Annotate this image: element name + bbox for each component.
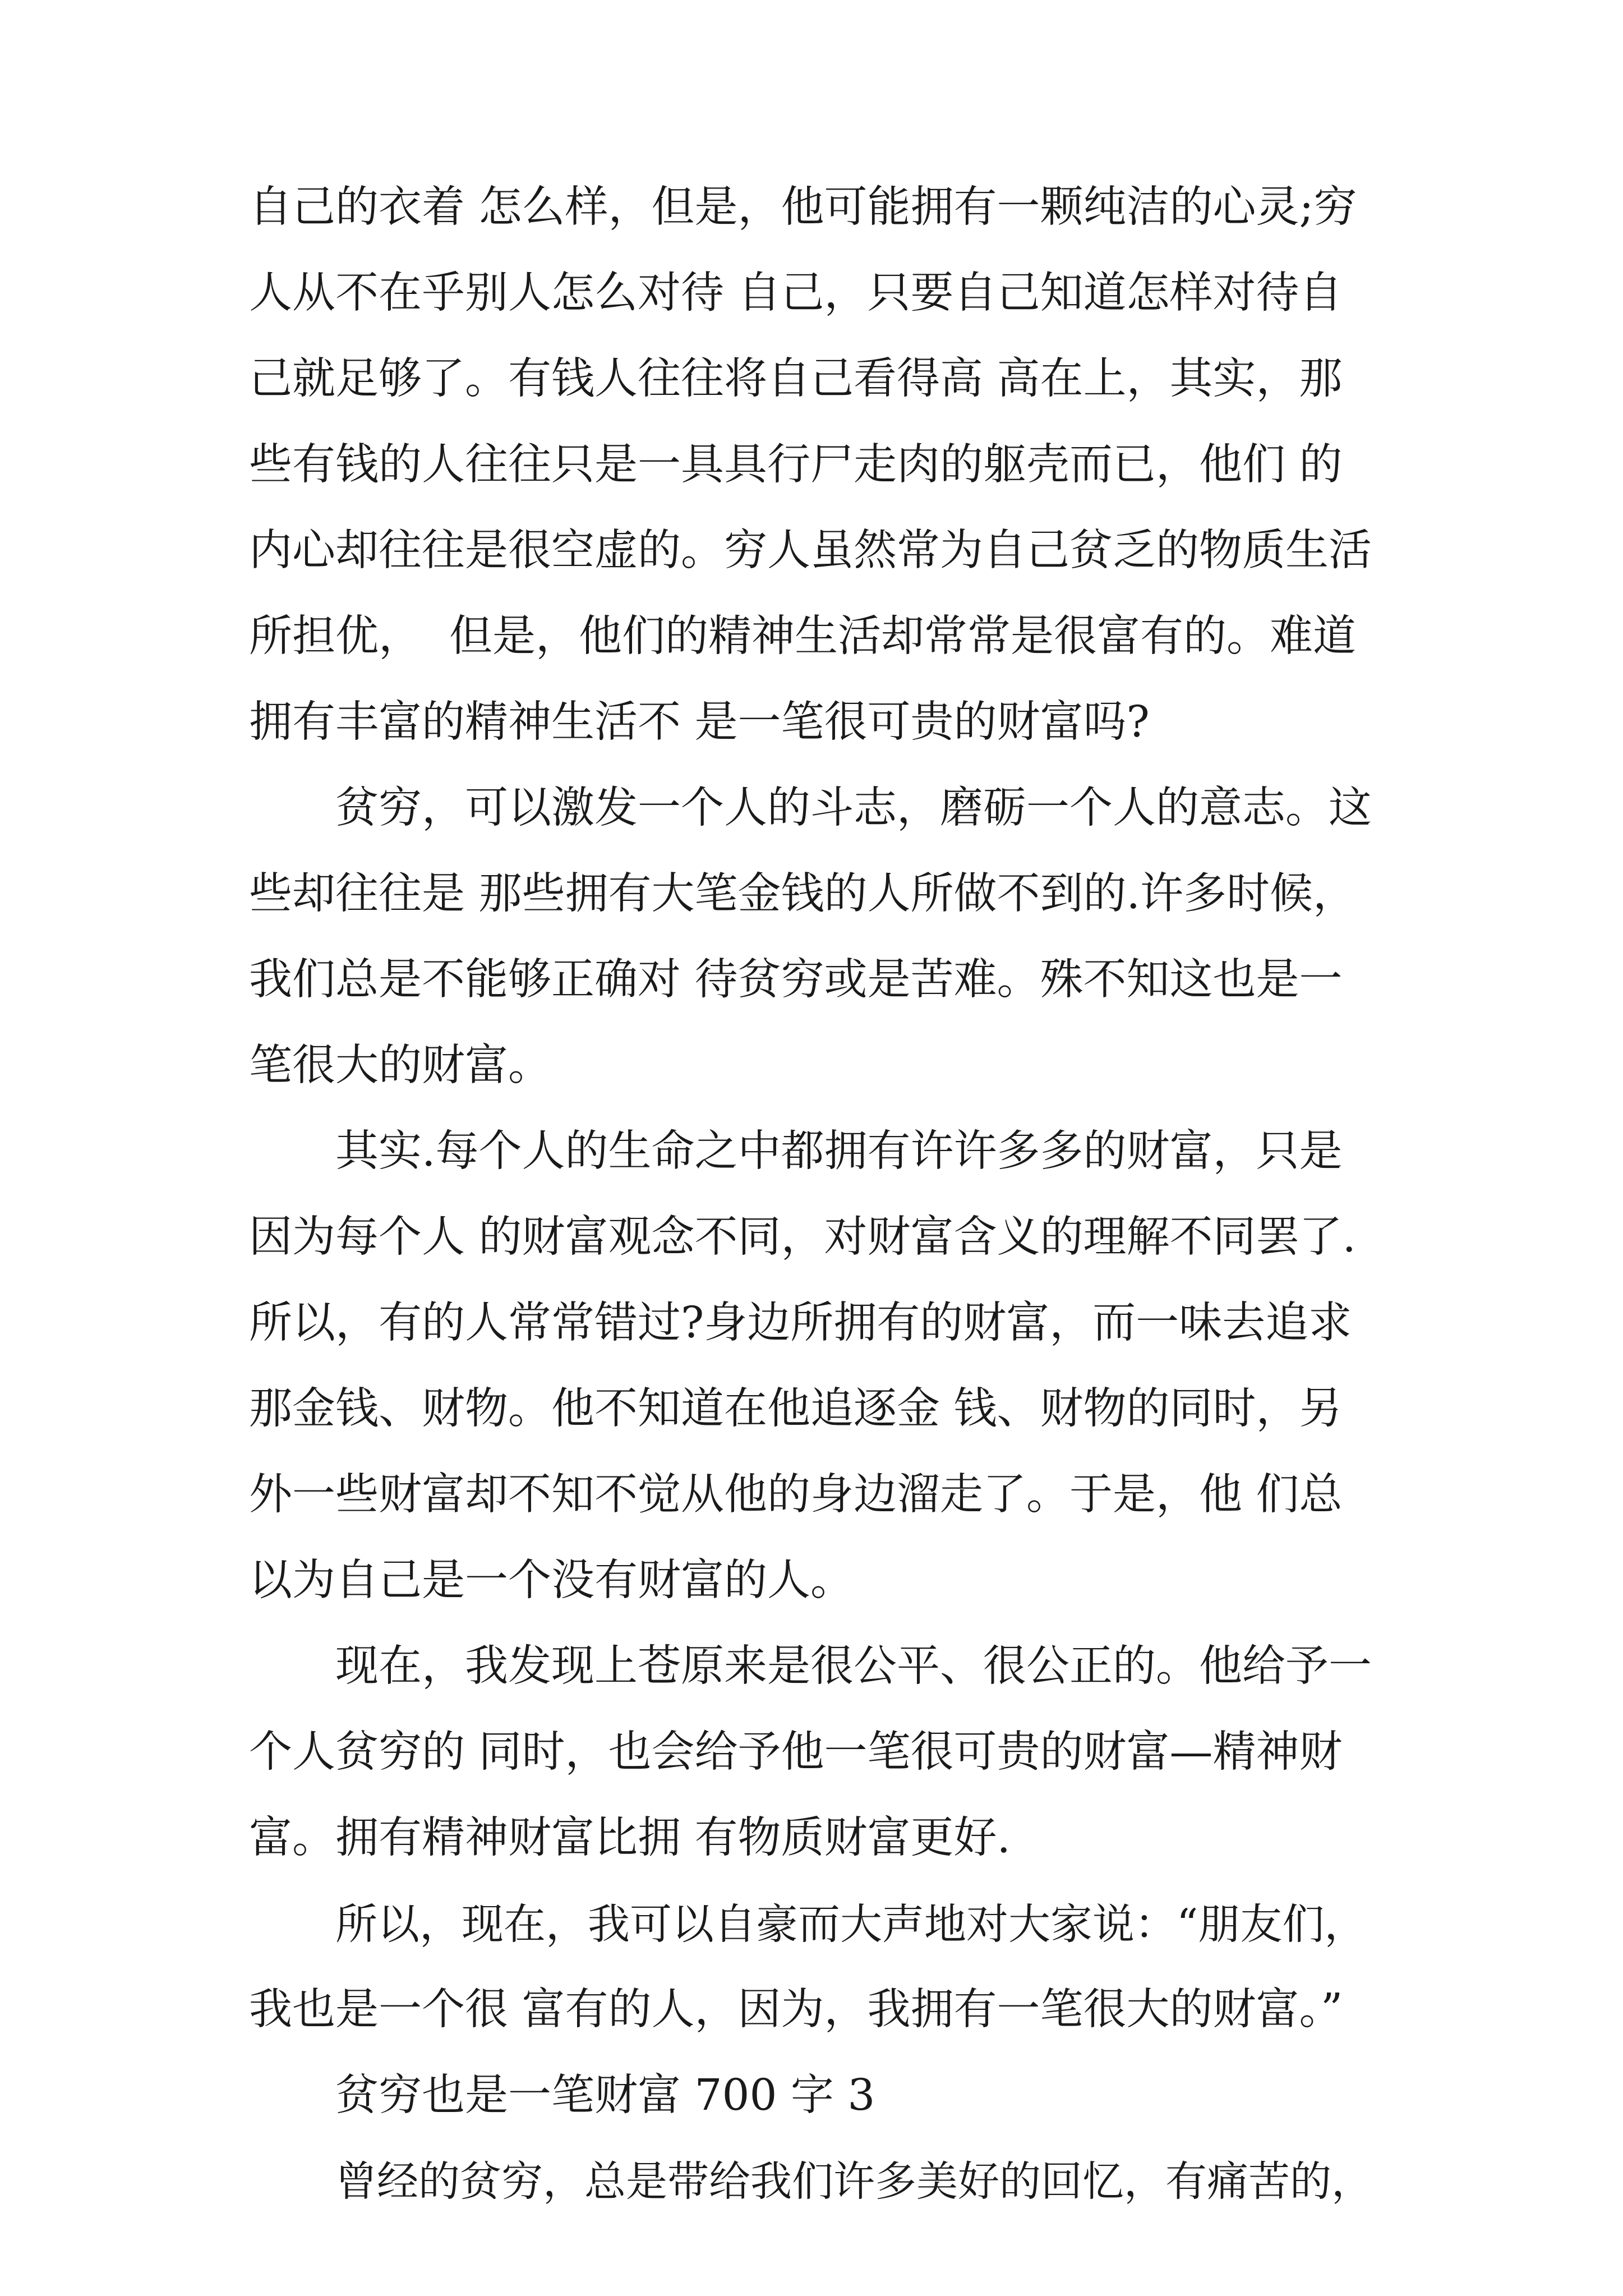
text-line-22: 我也是一个很 富有的人，因为，我拥有一笔很大的财富。” xyxy=(249,1985,1343,2035)
text-line-3: 己就足够了。有钱人往往将自己看得高 高在上，其实，那 xyxy=(249,354,1343,404)
text-line-20: 富。拥有精神财富比拥 有物质财富更好. xyxy=(249,1813,1011,1863)
text-line-21: 所以，现在，我可以自豪而大声地对大家说：“朋友们， xyxy=(335,1899,1367,1949)
text-line-12: 其实.每个人的生命之中都拥有许许多多的财富，只是 xyxy=(335,1126,1343,1176)
text-line-18: 现在，我发现上苍原来是很公平、很公正的。他给予一 xyxy=(335,1641,1372,1691)
text-line-1: 自己的衣着 怎么样，但是，他可能拥有一颗纯洁的心灵;穷 xyxy=(249,182,1357,232)
text-line-11: 笔很大的财富。 xyxy=(249,1041,551,1091)
text-line-16: 外一些财富却不知不觉从他的身边溜走了。于是，他 们总 xyxy=(249,1470,1343,1520)
text-line-5: 内心却往往是很空虚的。穷人虽然常为自己贫乏的物质生活 xyxy=(249,526,1372,576)
section-heading: 贫穷也是一笔财富 700 字 3 xyxy=(335,2070,875,2120)
text-line-2: 人从不在乎别人怎么对待 自己，只要自己知道怎样对待自 xyxy=(249,268,1343,318)
text-line-24: 曾经的贫穷，总是带给我们许多美好的回忆，有痛苦的， xyxy=(335,2157,1373,2206)
text-line-10: 我们总是不能够正确对 待贫穷或是苦难。殊不知这也是一 xyxy=(249,955,1343,1005)
text-line-7: 拥有丰富的精神生活不 是一笔很可贵的财富吗? xyxy=(249,697,1150,747)
text-line-6: 所担优， 但是，他们的精神生活却常常是很富有的。难道 xyxy=(249,611,1356,661)
text-line-13: 因为每个人 的财富观念不同，对财富含义的理解不同罢了. xyxy=(249,1212,1356,1262)
text-line-14: 所以，有的人常常错过?身边所拥有的财富，而一味去追求 xyxy=(249,1298,1352,1348)
text-line-4: 些有钱的人往往只是一具具行尸走肉的躯壳而已，他们 的 xyxy=(249,440,1343,490)
text-line-15: 那金钱、财物。他不知道在他追逐金 钱、财物的同时，另 xyxy=(249,1384,1343,1434)
text-line-8: 贫穷，可以激发一个人的斗志，磨砺一个人的意志。这 xyxy=(335,783,1372,833)
text-line-17: 以为自己是一个没有财富的人。 xyxy=(249,1556,854,1605)
text-line-9: 些却往往是 那些拥有大笔金钱的人所做不到的.许多时候， xyxy=(249,869,1356,919)
text-line-19: 个人贫穷的 同时，也会给予他一笔很可贵的财富—精神财 xyxy=(249,1727,1343,1777)
